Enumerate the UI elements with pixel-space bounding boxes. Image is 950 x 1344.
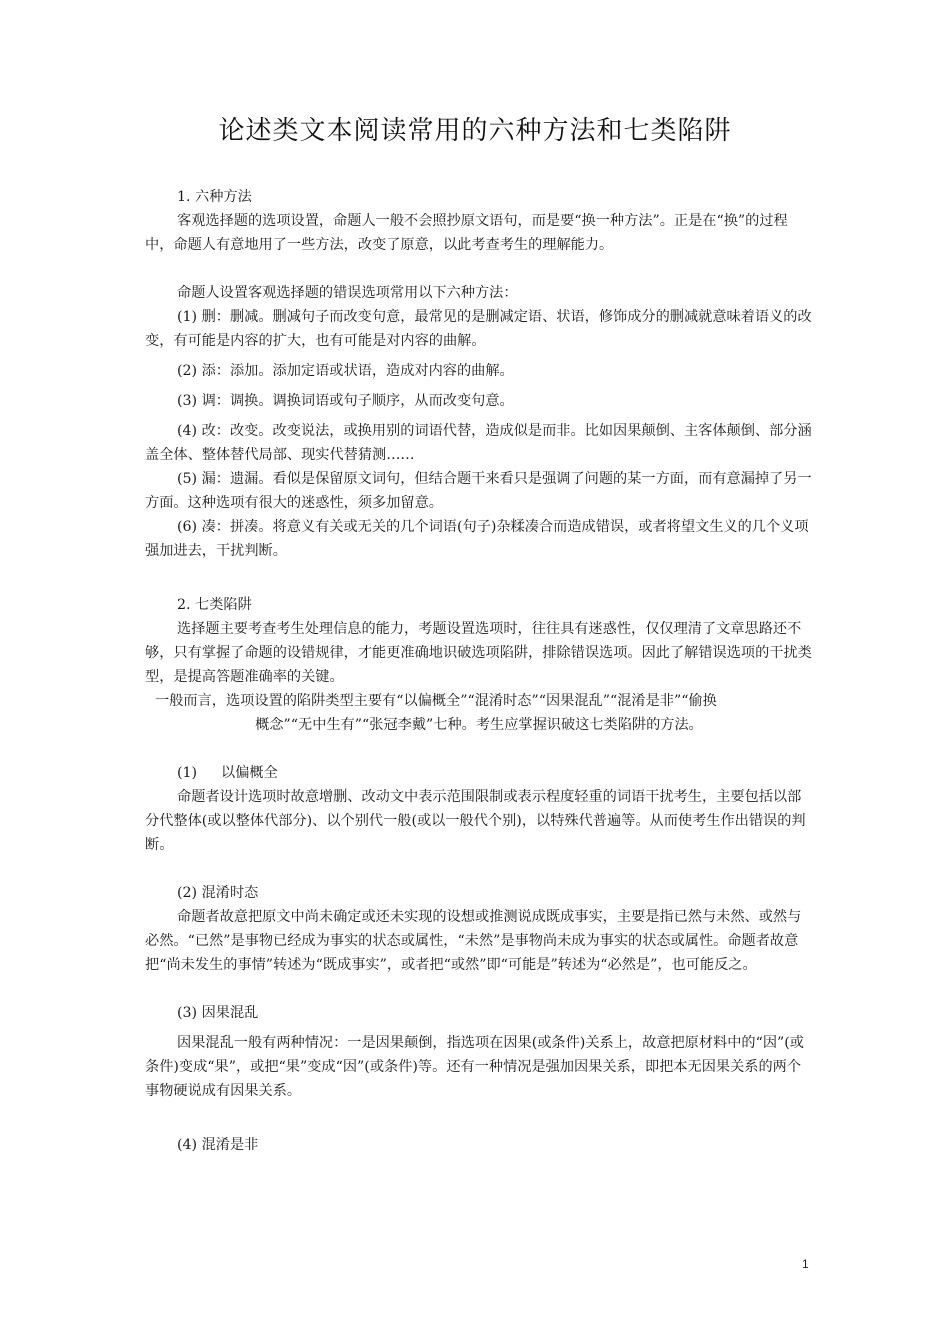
method-item: (4) 改：改变。改变说法，或换用别的词语代替，造成似是而非。比如因果颠倒、主客体颠倒、部分涵盖全体、整体替代局部、现实代替猜测…… (145, 423, 812, 463)
section-heading-methods: 1. 六种方法 (177, 189, 252, 205)
page-number: 1 (802, 1257, 809, 1271)
method-item: (6) 凑：拼凑。将意义有关或无关的几个词语(句子)杂糅凑合而造成错误，或者将望文生义的几个义项强加进去，干扰判断。 (145, 519, 809, 559)
subsection-heading: (3) 因果混乱 (177, 1005, 259, 1021)
method-item: (5) 漏：遗漏。看似是保留原文词句，但结合题干来看只是强调了问题的某一方面，而有意漏掉了另一方面。这种选项有很大的迷惑性，须多加留意。 (145, 471, 812, 511)
paragraph: 命题人设置客观选择题的错误选项常用以下六种方法： (177, 285, 518, 301)
paragraph: 客观选择题的选项设置，命题人一般不会照抄原文语句，而是要“换一种方法”。正是在“换”的过程中，命题人有意地用了一些方法，改变了原意，以此考查考生的理解能力。 (145, 213, 788, 253)
document-body (145, 185, 813, 1157)
paragraph: 命题者设计选项时故意增删、改动文中表示范围限制或表示程度轻重的词语干扰考生，主要包括以部分代整体(或以整体代部分)、以个别代一般(或以一般代个别)，以特殊代普遍等。从而使考生作出错误的判断。 (145, 789, 806, 853)
paragraph: 选择题主要考查考生处理信息的能力，考题设置选项时，往往具有迷惑性，仅仅理清了文章思路还不够，只有掌握了命题的设错规律，才能更准确地识破选项陷阱，排除错误选项。因此了解错误选项的干扰类型，是提高答题准确率的关键。 (145, 621, 812, 685)
page-title: 论述类文本阅读常用的六种方法和七类陷阱 (218, 116, 732, 146)
paragraph: 命题者故意把原文中尚未确定或还未实现的设想或推测说成既成事实，主要是指已然与未然、或然与必然。“已然”是事物已经成为事实的状态或属性，“未然”是事物尚未成为事实的状态或属性。命题者故意把“尚未发生的事情”转述为“既成事实”，或者把“或然”即“可能是”转述为“必然是”，也可能反之。 (145, 909, 802, 973)
method-item: (3) 调：调换。调换词语或句子顺序，从而改变句意。 (177, 393, 514, 409)
method-item: (2) 添：添加。添加定语或状语，造成对内容的曲解。 (177, 363, 514, 379)
subsection-number: (1) (177, 765, 198, 781)
subsection-heading (145, 761, 813, 785)
method-item: (1) 删：删减。删减句子而改变句意，最常见的是删减定语、状语，修饰成分的删减就意味着语义的改变，有可能是内容的扩大，也有可能是对内容的曲解。 (145, 309, 812, 349)
section-heading-traps: 2. 七类陷阱 (177, 597, 252, 613)
spacer (145, 563, 813, 587)
subsection-title: 以偏概全 (221, 765, 278, 781)
spacer (145, 257, 813, 281)
paragraph: 概念”“无中生有”“张冠李戴”七种。考生应掌握识破这七类陷阱的方法。 (255, 717, 703, 733)
spacer (145, 977, 813, 1001)
paragraph: 因果混乱一般有两种情况：一是因果颠倒，指选项在因果(或条件)关系上，故意把原材料中的“因”(或条件)变成“果”，或把“果”变成“因”(或条件)等。还有一种情况是强加因果关系，即把本无因果关系的两个事物硬说成有因果关系。 (145, 1035, 804, 1099)
spacer (145, 857, 813, 881)
subsection-heading: (4) 混淆是非 (177, 1137, 259, 1153)
paragraph: 一般而言，选项设置的陷阱类型主要有“以偏概全”“混淆时态”“因果混乱”“混淆是非”“偷换 (155, 693, 717, 709)
spacer (145, 1103, 813, 1127)
subsection-heading: (2) 混淆时态 (177, 885, 259, 901)
spacer (145, 737, 813, 761)
